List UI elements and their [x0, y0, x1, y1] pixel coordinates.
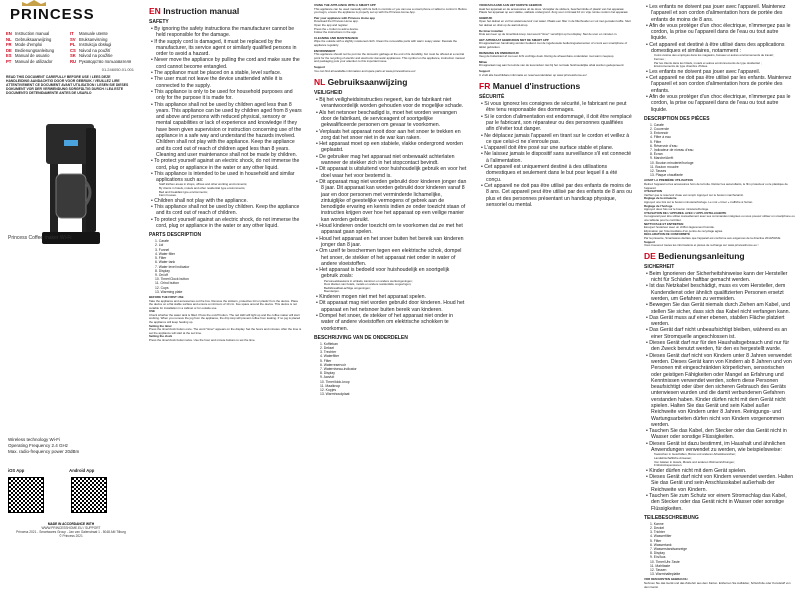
- section-title: NL Gebruiksaanwijzing: [314, 77, 408, 88]
- section-title: DE Bedienungsanleitung: [644, 250, 745, 261]
- language-item: IT Manuale utente: [70, 31, 108, 36]
- safety-item: • Les enfants ne doivent pas jouer avec l'appareil.: [644, 69, 796, 75]
- parts-heading: TEILEBESCHREIBUNG: [644, 514, 699, 521]
- language-item: EN Instruction manual: [6, 31, 50, 36]
- support-link[interactable]: Vous trouverez toutes les informations et pièces de rechange sur www.princesshome.eu !: [644, 243, 759, 248]
- application-item: Farm houses.: [159, 193, 177, 198]
- application-item: By clients in hotels, motels and other residential type environments;: [159, 186, 246, 191]
- safety-item: • Si vous ignorez les consignes de sécurité, le fabricant ne peut être tenu responsable des dommages.: [479, 101, 632, 114]
- safety-item: • This appliance is only to be used for household purposes and only for the purpose it is made for.: [149, 89, 302, 102]
- language-item: DE Bedienungsanleitung: [6, 47, 55, 53]
- safety-item: • Dit apparaat is uitsluitend voor huishoudelijk gebruik en voor het doel waar het voor bestemd is.: [314, 166, 467, 179]
- app-downloads: [8, 468, 134, 514]
- safety-item: • Verplaats het apparaat nooit door aan het snoer te trekken en zorg dat het snoer niet in de war kan raken.: [314, 129, 467, 142]
- safety-item: • This appliance shall not be used by children. Keep the appliance and its cord out of reach of children.: [149, 204, 302, 217]
- cover-footer: MADE IN ACCORDANCE WITH WWW.PRINCESSHOME.EU / SUPPORT Princess 2021 - Smartwares Group - Jan van Galenstraat 1 - 5048 AM Tilburg © Princess 2021: [8, 522, 134, 538]
- safety-item: • Tauchen Sie zum Schutz vor einem Stromschlag das Kabel, den Stecker oder das Gerät nicht in Wasser oder sonstige Flüssigkeiten.: [644, 493, 796, 512]
- safety-item: • Ne laissez jamais le dispositif sans surveillance s'il est connecté à l'alimentation.: [479, 151, 632, 164]
- language-column-left: [6, 31, 70, 65]
- application-item: Staff kitchen areas in shops, offices and other working environments;: [159, 182, 248, 187]
- safety-item: • This appliance is intended to be used in household and similar applications such as:: [149, 171, 302, 184]
- safety-item: • Cet appareil est uniquement destiné à des utilisations domestiques et seulement dans le but pour lequel il a été conçu.: [479, 164, 632, 183]
- safety-item: • By ignoring the safety instructions the manufacturer cannot be held responsible for the damage.: [149, 26, 302, 39]
- safety-item: • Children shall not play with the appliance.: [149, 198, 302, 204]
- parts-list: 1. Carafe 2. Lid 3. Funnel 4. Water filter 5. Filter 6. Water tank 7. Water level indicator 8. Display 9. On/off 10. Timer/Clock button 11. Grind button 12. Cups 13. Warming plate: [155, 239, 190, 294]
- coffee-maker-image: [34, 120, 106, 250]
- safety-heading: SAFETY: [149, 19, 169, 25]
- parts-list: 1. Koffiekan 2. Deksel 3. Trechter 4. Waterfilter 5. Filter 6. Waterreservoir 7. Waterniveau-indicator 8. Display 9. Aan/uit 10. Timer/klok-knop 11. Maalknop 12. Kopjes 13. Warmhoudplaat: [320, 341, 357, 397]
- parts-heading: BESCHRIJVING VAN DE ONDERDELEN: [314, 334, 408, 341]
- safety-item: • Afin de vous protéger d'un choc électrique, n'immergez pas le cordon, la prise ou l'appareil dans de l'eau ou tout autre liquide.: [644, 94, 796, 113]
- french-german-page: • Les enfants ne doivent pas jouer avec l'appareil. Maintenez l'appareil et son cordon d'alimentation hors de portée des enfants de moins de 8 ans. • Afin de vous protéger d'un choc électrique, n'immergez pas le cordon, la prise ou l'appareil dans de l'eau ou tout autre liquide. • Cet appareil est destiné à être utilisé dans des applications domestiques et similaires, notamment : Coins cuisine des employés dans les magasins, bureaux et autres environnements de travail ; Fermes ; Par les clients dans les hôtels, motels et autres environnements de type résidentiel ; Environnements de type chambre d'hôtes. • Les enfants ne doivent pas jouer avec l'appareil. • Cet appareil ne doit pas être utilisé par les enfants. Maintenez l'appareil et son cordon d'alimentation hors de portée des enfants. • Afin de vous protéger d'un choc électrique, n'immergez pas le cordon, la prise ou l'appareil dans de l'eau ou tout autre liquide. DESCRIPTION DES PIÈCES 1. Carafe 2. Couvercle 3. Entonnoir 4. Filtre à eau 5. Filtre 6. Réservoir d'eau 7. Indicateur de niveau d'eau 8. Écran 9. Marche/Arrêt 10. Bouton minuterie/horloge 11. Bouton moudre 12. Tasses 13. Plaque chauffante AVANT LA PREMIÈRE UTILISATION Retirez l'appareil et les accessoires hors de la boîte. Retirez les autocollants, le film protecteur ou le plastique de l'appareil. UTILISATION Vérifiez que le réservoir d'eau est rempli. Appuyez sur le bouton marche/arrêt. Réglage de la minuterie Appuyez une fois sur le bouton minuterie/horloge. Le mot « timer » s'affiche à l'écran. Réglage de l'horloge Appuyez deux fois sur le bouton minuterie/horloge. UTILISATION DE L'APPAREIL AVEC L'APPLI INTELLIGENTE Cet appareil peut être utilisé manuellement avec ses commandes intégrées ou vous pouvez utiliser un smartphone ou une tablette pour le contrôler. NETTOYAGE ET ENTRETIEN Essuyez l'extérieur avec un chiffon légèrement humide. Elimination par l'intermédiaire d'un centre de recyclage agréé. DÉCLARATION DE CONFORMITÉ Par la présente, Smartwares déclare que l'appareil est conforme aux exigences de la directive 2014/53/UE. Support Vous trouverez toutes les informations et pièces de rechange sur www.princesshome.eu ! DE Bedienungsanleitung SICHERHEIT • Beim Ignorieren der Sicherheitshinweise kann der Hersteller nicht für Schäden haftbar gemacht werden. • Ist das Netzkabel beschädigt, muss es vom Hersteller, dem Kundendienst oder ähnlich qualifizierten Personen ersetzt werden, um Gefahren zu vermeiden. • Bewegen Sie das Gerät niemals durch Ziehen am Kabel, und stellen Sie sicher, dass sich das Kabel nicht verfangen kann. • Das Gerät muss auf einer ebenen, stabilen Fläche platziert werden. • Das Gerät darf nicht unbeaufsichtigt bleiben, während es an einer Stromquelle angeschlossen ist. • Dieses Gerät darf nur für den Haushaltsgebrauch und nur für den Zweck benutzt werden, für den es hergestellt wurde. • Dieses Gerät darf nicht von Kindern unter 8 Jahren verwendet werden. Dieses Gerät kann von Kindern ab 8 Jahren und von Personen mit eingeschränkten körperlichen, sensorischen oder geistigen Fähigkeiten oder Mangel an Erfahrung und Kenntnissen verwendet werden, sofern diese Personen beaufsichtigt oder über den sicheren Gebrauch des Geräts unterwiesen wurden und die damit verbundenen Gefahren verstanden haben. Kinder dürfen nicht mit dem Gerät nicht spielen. Halten Sie das Gerät und sein Kabel außer Reichweite von Kindern unter 8 Jahren. Reinigungs- und Wartungsarbeiten dürfen nicht von Kindern vorgenommen werden. • Tauchen Sie das Kabel, den Stecker oder das Gerät nicht in Wasser oder sonstige Flüssigkeiten. • Dieses Gerät ist dazu bestimmt, im Haushalt und ähnlichen Anwendungen verwendet zu werden, wie beispielsweise: Teeküchen in Geschäften, Büros und anderen Arbeitsbereichen; Landwirtschaftliche Anwesen; Von Gästen in Hotels, Motels und anderen Wohneinrichtungen; Frühstückspensionen. • Kinder dürfen nicht mit dem Gerät spielen. • Dieses Gerät darf nicht von Kindern verwendet werden. Halten Sie das Gerät und sein Anschlusskabel außerhalb der Reichweite von Kindern. • Tauchen Sie zum Schutz vor einem Stromschlag das Kabel, den Stecker oder das Gerät nicht in Wasser oder sonstige Flüssigkeiten. TEILEBESCHREIBUNG 1. Kanne 2. Deckel 3. Trichter 4. Wasserfilter 5. Filter 6. Wassertank 7. Wasserstandsanzeige 8. Display 9. Ein/Aus 10. Timer/Uhr-Taste 11. Mahltaste 12. Tassen 13. Warmhalteplatte VOR DEM ERSTEN GEBRAUCH Nehmen Sie das Gerät und das Zubehör aus dem Karton. Entfernen Sie Aufkleber, Schutzfolie oder Kunststoff von dem Gerät.: [636, 0, 802, 575]
- language-item: SK Návod na použitie: [70, 53, 113, 59]
- safety-item: • To protect yourself against an electric shock, do not immerse the cord, plug or appliance in the water or any other liquid.: [149, 158, 302, 171]
- safety-item: • Kinderen mogen niet met het apparaat spelen.: [314, 294, 467, 300]
- safety-item: • Tauchen Sie das Kabel, den Stecker oder das Gerät nicht in Wasser oder sonstige Flüssigkeiten.: [644, 428, 796, 441]
- safety-item: • Houd kinderen onder toezicht om te voorkomen dat ze met het apparaat gaan spelen.: [314, 223, 467, 236]
- safety-item: • Ne déplacez jamais l'appareil en tirant sur le cordon et veillez à ce que celui-ci ne s'enroule pas.: [479, 133, 632, 146]
- product-name: Princess Coffee maker Wi-Fi: [8, 235, 72, 241]
- safety-item: • If the supply cord is damaged, it must be replaced by the manufacturer, its service agent or similarly qualified persons in order to avoid a hazard.: [149, 39, 302, 58]
- language-item: CS Návod na použití: [70, 47, 111, 53]
- safety-item: • To protect yourself against an electric shock, do not immerse the cord, plug or appliance in the water or any other liquid.: [149, 217, 302, 230]
- language-item: ES Manual de usuario: [6, 53, 50, 59]
- support-link[interactable]: You can find all available information and spare parts at www.princesshome.eu!: [314, 68, 416, 73]
- brand-logo: PRINCESS: [10, 6, 95, 23]
- language-item: SV Bruksanvisning: [70, 36, 108, 42]
- safety-item: • Ist das Netzkabel beschädigt, muss es vom Hersteller, dem Kundendienst oder ähnlich qualifizierten Personen ersetzt werden, um Gefahren zu vermeiden.: [644, 283, 796, 302]
- safety-item: • L'appareil doit être posé sur une surface stable et plane.: [479, 145, 632, 151]
- safety-item: • Houd het apparaat en het snoer buiten het bereik van kinderen jonger dan 8 jaar.: [314, 236, 467, 249]
- wifi-specs: Wireless technology Wi-Fi Operating Frequency 2.4 GHz Max. radio-frequency power 20dBm: [8, 437, 80, 454]
- language-item: FR Mode d'emploi: [6, 42, 43, 48]
- ios-app-label: iOS App: [8, 468, 25, 473]
- safety-heading: VEILIGHEID: [314, 90, 343, 97]
- crown-logo-icon: [20, 0, 48, 6]
- safety-item: • Dit apparaat mag niet worden gebruikt door kinderen. Houd het apparaat en het netsnoer buiten bereik van kinderen.: [314, 300, 467, 313]
- parts-heading: PARTS DESCRIPTION: [149, 232, 202, 239]
- safety-item: • Om uzelf te beschermen tegen een elektrische schok, dompel het snoer, de stekker of het apparaat niet onder in water of andere vloeistoffen.: [314, 248, 467, 267]
- ios-qr-code-icon[interactable]: [8, 477, 44, 513]
- safety-item: • Dompel het snoer, de stekker of het apparaat niet onder in water of andere vloeistoffen om elektrische schokken te voorkomen.: [314, 313, 467, 332]
- dutch-french-page: VOORAFGAAND AAN HET EERSTE GEBRUIK Haal het apparaat en de accessoires uit de doos. Verwijder de stickers, beschermfolie of plastic van het apparaat. Plaats het apparaat op een vlakke, stabiele ondergrond. Zorg voor minimaal 10 cm vrije ruimte rondom het apparaat. GEBRUIK Open het deksel en vul het waterreservoir met water. Plaats een filter in de filterhouder en vul met gemalen koffie. Sluit het deksel en druk op de aan/uit-knop. De timer instellen Druk één keer op de timer/klok-knop. Het woord "timer" verschijnt op het display. Stel de uren en minuten in. HET APPARAAT GEBRUIKEN MET DE SMART APP Dit apparaat kan handmatig worden bediend met de ingebouwde bedieningselementen of u kunt een smartphone of tablet gebruiken. REINIGING EN ONDERHOUD Veeg de buitenkant af met een licht vochtige doek. Reinig de afneembare onderdelen met warm zeepsop. Milieu Dit apparaat mag aan het einde van de levensduur niet bij het normale huishoudelijke afval worden gedeponeerd. Support U vindt alle beschikbare informatie en reserveonderdelen op www.princesshome.eu! FR Manuel d'instructions SÉCURITÉ • Si vous ignorez les consignes de sécurité, le fabricant ne peut être tenu responsable des dommages. • Si le cordon d'alimentation est endommagé, il doit être remplacé par le fabricant, son réparateur ou des personnes qualifiées afin d'éviter tout danger. • Ne déplacez jamais l'appareil en tirant sur le cordon et veillez à ce que celui-ci ne s'enroule pas. • L'appareil doit être posé sur une surface stable et plane. • Ne laissez jamais le dispositif sans surveillance s'il est connecté à l'alimentation. • Cet appareil est uniquement destiné à des utilisations domestiques et seulement dans le but pour lequel il a été conçu. • Cet appareil ne doit pas être utilisé par des enfants de moins de 8 ans. Cet appareil peut être utilisé par des enfants de 8 ans ou plus et des personnes présentant un handicap physique, sensoriel ou mental.: [471, 0, 636, 575]
- safety-item: • Das Gerät muss auf einer ebenen, stabilen Fläche platziert werden.: [644, 315, 796, 328]
- first-use-heading: BEFORE THE FIRST USE: [149, 294, 184, 299]
- safety-item: • Never move the appliance by pulling the cord and make sure the cord cannot become entangled.: [149, 57, 302, 70]
- parts-list: 1. Carafe 2. Couvercle 3. Entonnoir 4. Filtre à eau 5. Filtre 6. Réservoir d'eau 7. Indicateur de niveau d'eau 8. Écran 9. Marche/Arrêt 10. Bouton minuterie/horloge 11. Bouton moudre 12. Tasses 13. Plaque chauffante: [650, 122, 694, 178]
- english-page: EN Instruction manual SAFETY • By ignoring the safety instructions the manufacturer cannot be held responsible for the damage. • If the supply cord is damaged, it must be replaced by the manufacturer, its service agent or similarly qualified persons in order to avoid a hazard. • Never move the appliance by pulling the cord and make sure the cord cannot become entangled. • The appliance must be placed on a stable, level surface. • The user must not leave the device unattended while it is connected to the supply. • This appliance is only to be used for household purposes and only for the purpose it is made for. • This appliance shall not be used by children aged less than 8 years. This appliance can be used by children aged from 8 years and above and persons with reduced physical, sensory or mental capabilities or lack of experience and knowledge if they have been given supervision or instruction concerning use of the appliance in a safe way and understand the hazards involved. Children shall not play with the appliance. Keep the appliance and its cord out of reach of children aged less than 8 years. Cleaning and user maintenance shall not be made by children. • To protect yourself against an electric shock, do not immerse the cord, plug or appliance in the water or any other liquid. • This appliance is intended to be used in household and similar applications such as: Staff kitchen areas in shops, offices and other working environments; By clients in hotels, motels and other residential type environments; Bed and breakfast type environments; Farm houses. • Children shall not play with the appliance. • This appliance shall not be used by children. Keep the appliance and its cord out of reach of children. • To protect yourself against an electric shock, do not immerse the cord, plug or appliance in the water or any other liquid. PARTS DESCRIPTION 1. Carafe 2. Lid 3. Funnel 4. Water filter 5. Filter 6. Water tank 7. Water level indicator 8. Display 9. On/off 10. Timer/Clock button 11. Grind button 12. Cups 13. Warming plate BEFORE THE FIRST USE Take the appliance and accessories out the box. Remove the stickers, protective foil or plastic from the device. Place the device on a flat stable surface and ensure a minimum of 10 cm. free space around the device. This device is not suitable for installation in a cabinet or for outside use. USE Check whether the water tank is filled. Press the on/off button. The red LED will light up and the coffee maker will start working. When you remove the jug from the appliance, the drip stop will prevent coffee from leaking. If no jug is placed the appliance will keep heating up. Setting the timer Press the timer/clock button once. The word "timer" appears on the display. Set the hours and minutes. After the time is set the appliance will start at the set time. Setting the clock Press the timer/clock button twice. Use the hour and minute buttons to set the time.: [141, 0, 306, 575]
- language-item: NL Gebruiksaanwijzing: [6, 36, 52, 42]
- android-app-label: Android App: [69, 468, 95, 473]
- safety-item: • Het apparaat moet op een stabiele, vlakke ondergrond worden geplaatst.: [314, 141, 467, 154]
- english-dutch-page: USING THE APPLIANCE WITH A SMART APP This appliance can be used manually with its built-in controls or you can use a smart phone or tablet to control it. Before you begin, ensure the appliance is properly set up with the Princess Home App. Pair your appliance with Princess Home app Download the Princess Home app. Open the app and register. Press the + button to add a device. Follow the instructions in the app. CLEANING AND MAINTENANCE Wipe the outside with a slightly moistened cloth. Clean the removable parts with warm soapy water. Descale the appliance regularly. ENVIRONMENT This appliance should not be put into the domestic garbage at the end of its durability, but must be offered at a central point for the recycling of electric and electronic domestic appliances. This symbol on the appliance, instruction manual and packaging puts your attention to this important issue. Support You can find all available information and spare parts at www.princesshome.eu! NL Gebruiksaanwijzing VEILIGHEID • Bij het veiligheidsinstructies negeert, kan de fabrikant niet verantwoordelijk worden gehouden voor de mogelijke schade. • Als het netsnoer beschadigd is, moet het worden vervangen door de fabrikant, de serviceagent of soortgelijke gekwalificeerde personen om gevaar te voorkomen. • Verplaats het apparaat nooit door aan het snoer te trekken en zorg dat het snoer niet in de war kan raken. • Het apparaat moet op een stabiele, vlakke ondergrond worden geplaatst. • De gebruiker mag het apparaat niet onbewaakt achterlaten wanneer de stekker zich in het stopcontact bevindt. • Dit apparaat is uitsluitend voor huishoudelijk gebruik en voor het doel waar het voor bestemd is. • Dit apparaat mag niet worden gebruikt door kinderen jonger dan 8 jaar. Dit apparaat kan worden gebruikt door kinderen vanaf 8 jaar en door personen met verminderde lichamelijke, zintuiglijke of geestelijke vermogens of gebrek aan de benodigde ervaring en kennis indien ze onder toezicht staan of instructies krijgen over hoe het apparaat op een veilige manier kan worden gebruikt. • Houd kinderen onder toezicht om te voorkomen dat ze met het apparaat gaan spelen. • Houd het apparaat en het snoer buiten het bereik van kinderen jonger dan 8 jaar. • Om uzelf te beschermen tegen een elektrische schok, dompel het snoer, de stekker of het apparaat niet onder in water of andere vloeistoffen. • Het apparaat is bedoeld voor huishoudelijk en soortgelijk gebruik zoals: Personeelskeukens in winkels, kantoren en andere werkomgevingen; Door klanten van hotels, motels en andere residentiële omgevingen; Bed&breakfast-achtige omgevingen; Boerderijen. • Kinderen mogen niet met het apparaat spelen. • Dit apparaat mag niet worden gebruikt door kinderen. Houd het apparaat en het netsnoer buiten bereik van kinderen. • Dompel het snoer, de stekker of het apparaat niet onder in water of andere vloeistoffen om elektrische schokken te voorkomen. BESCHRIJVING VAN DE ONDERDELEN 1. Koffiekan 2. Deksel 3. Trechter 4. Waterfilter 5. Filter 6. Waterreservoir 7. Waterniveau-indicator 8. Display 9. Aan/uit 10. Timer/klok-knop 11. Maalknop 12. Kopjes 13. Warmhoudplaat: [306, 0, 471, 575]
- safety-item: • Dieses Gerät darf nur für den Haushaltsgebrauch und nur für den Zweck benutzt werden, für den es hergestellt wurde.: [644, 340, 796, 353]
- safety-item: • Das Gerät darf nicht unbeaufsichtigt bleiben, während es an einer Stromquelle angeschlossen ist.: [644, 327, 796, 340]
- smart-app-heading: USING THE APPLIANCE WITH A SMART APP: [314, 3, 376, 7]
- use-heading: USE: [149, 309, 155, 314]
- section-title: FR Manuel d'instructions: [479, 81, 581, 92]
- language-list: [6, 31, 134, 65]
- safety-item: • Dieses Gerät darf nicht von Kindern verwendet werden. Halten Sie das Gerät und sein Anschlusskabel außerhalb der Reichweite von Kindern.: [644, 474, 796, 493]
- safety-item: • De gebruiker mag het apparaat niet onbewaakt achterlaten wanneer de stekker zich in het stopcontact bevindt.: [314, 154, 467, 167]
- safety-item: • Les enfants ne doivent pas jouer avec l'appareil. Maintenez l'appareil et son cordon d'alimentation hors de portée des enfants de moins de 8 ans.: [644, 4, 796, 23]
- safety-item: • Kinder dürfen nicht mit dem Gerät spielen.: [644, 468, 796, 474]
- safety-heading: SÉCURITÉ: [479, 94, 505, 101]
- safety-heading: SICHERHEIT: [644, 263, 675, 270]
- safety-item: • Dieses Gerät darf nicht von Kindern unter 8 Jahren verwendet werden. Dieses Gerät kann von Kindern ab 8 Jahren und von Personen mit eingeschränkten körperlichen, sensorischen oder geistigen Fähigkeiten oder Mangel an Erfahrung und Kenntnissen verwendet werden, sofern diese Personen beaufsichtigt oder über den sicheren Gebrauch des Geräts unterwiesen wurden und die damit verbundenen Gefahren verstanden haben. Kinder dürfen nicht mit dem Gerät nicht spielen. Halten Sie das Gerät und sein Kabel außer Reichweite von Kindern unter 8 Jahren. Reinigungs- und Wartungsarbeiten dürfen nicht von Kindern vorgenommen werden.: [644, 353, 796, 429]
- parts-heading: DESCRIPTION DES PIÈCES: [644, 115, 710, 122]
- safety-item: • Dit apparaat mag niet worden gebruikt door kinderen jonger dan 8 jaar. Dit apparaat kan worden gebruikt door kinderen vanaf 8 jaar en door personen met verminderde lichamelijke, zintuiglijke of geestelijke vermogens of gebrek aan de benodigde ervaring en kennis indien ze onder toezicht staan of instructies krijgen over hoe het apparaat op een veilige manier kan worden gebruikt.: [314, 179, 467, 223]
- safety-item: • The appliance must be placed on a stable, level surface.: [149, 70, 302, 76]
- section-title: EN Instruction manual: [149, 6, 240, 16]
- language-item: PT Manual de utilizador: [6, 58, 53, 64]
- safety-item: • Cet appareil ne doit pas être utilisé par des enfants de moins de 8 ans. Cet appareil peut être utilisé par des enfants de 8 ans ou plus et des personnes présentant un handicap physique, sensoriel ou mental.: [479, 183, 632, 208]
- safety-item: • Cet appareil ne doit pas être utilisé par les enfants. Maintenez l'appareil et son cordon d'alimentation hors de portée des enfants.: [644, 75, 796, 94]
- safety-item: • Als het netsnoer beschadigd is, moet het worden vervangen door de fabrikant, de serviceagent of soortgelijke gekwalificeerde personen om gevaar te voorkomen.: [314, 110, 467, 129]
- safety-item: • The user must not leave the device unattended while it is connected to the supply.: [149, 76, 302, 89]
- safety-item: • Het apparaat is bedoeld voor huishoudelijk en soortgelijk gebruik zoals:: [314, 267, 467, 280]
- android-qr-code-icon[interactable]: [71, 477, 107, 513]
- safety-item: • Afin de vous protéger d'un choc électrique, n'immergez pas le cordon, la prise ou l'appareil dans de l'eau ou tout autre liquide.: [644, 23, 796, 42]
- safety-item: • Beim Ignorieren der Sicherheitshinweise kann der Hersteller nicht für Schäden haftbar gemacht werden.: [644, 271, 796, 284]
- language-item: PL Instrukcja obsługi: [70, 42, 112, 48]
- support-link[interactable]: U vindt alle beschikbare informatie en reserveonderdelen op www.princesshome.eu!: [479, 72, 587, 77]
- safety-item: • Bij het veiligheidsinstructies negeert, kan de fabrikant niet verantwoordelijk worden gehouden voor de mogelijke schade.: [314, 97, 467, 110]
- model-number: 01.246050.01.001: [101, 66, 134, 72]
- application-item: Bed and breakfast type environments;: [159, 189, 208, 194]
- read-carefully-notice: READ THIS DOCUMENT CAREFULLY BEFORE USE / LEES DEZE HANDLEIDING AANDACHTIG DOOR VOOR GEBRUIK / VEUILLEZ LIRE ATTENTIVEMENT CE DOCUMENT AVANT UTILISATION / LESEN SIE DIESES DOKUMENT VOR DER VERWENDUNG SORGFÄLTIG DURCH / LEA ESTE DOCUMENTO DETENIDAMENTE ANTES DE USARLO: [6, 74, 129, 96]
- language-item: RU Руководство пользователя: [70, 58, 132, 64]
- safety-item: • Bewegen Sie das Gerät niemals durch Ziehen am Kabel, und stellen Sie sicher, dass sich das Kabel nicht verfangen kann.: [644, 302, 796, 315]
- cover-page: [0, 0, 140, 575]
- language-column-right: [70, 31, 134, 65]
- website-link[interactable]: WWW.PRINCESSHOME.EU / SUPPORT: [41, 526, 101, 530]
- safety-item: • Si le cordon d'alimentation est endommagé, il doit être remplacé par le fabricant, son réparateur ou des personnes qualifiées afin d'éviter tout danger.: [479, 114, 632, 133]
- safety-item: • This appliance shall not be used by children aged less than 8 years. This appliance can be used by children aged from 8 years and above and persons with reduced physical, sensory or mental capabilities or lack of experience and knowledge if they have been given supervision or instruction concerning use of the appliance in a safe way and understand the hazards involved. Children shall not play with the appliance. Keep the appliance and its cord out of reach of children aged less than 8 years. Cleaning and user maintenance shall not be made by children.: [149, 102, 302, 159]
- safety-item: • Cet appareil est destiné à être utilisé dans des applications domestiques et similaires, notamment :: [644, 42, 796, 55]
- parts-list: 1. Kanne 2. Deckel 3. Trichter 4. Wasserfilter 5. Filter 6. Wassertank 7. Wasserstandsanzeige 8. Display 9. Ein/Aus 10. Timer/Uhr-Taste 11. Mahltaste 12. Tassen 13. Warmhalteplatte: [650, 521, 688, 577]
- safety-item: • Dieses Gerät ist dazu bestimmt, im Haushalt und ähnlichen Anwendungen verwendet zu werden, wie beispielsweise:: [644, 441, 796, 454]
